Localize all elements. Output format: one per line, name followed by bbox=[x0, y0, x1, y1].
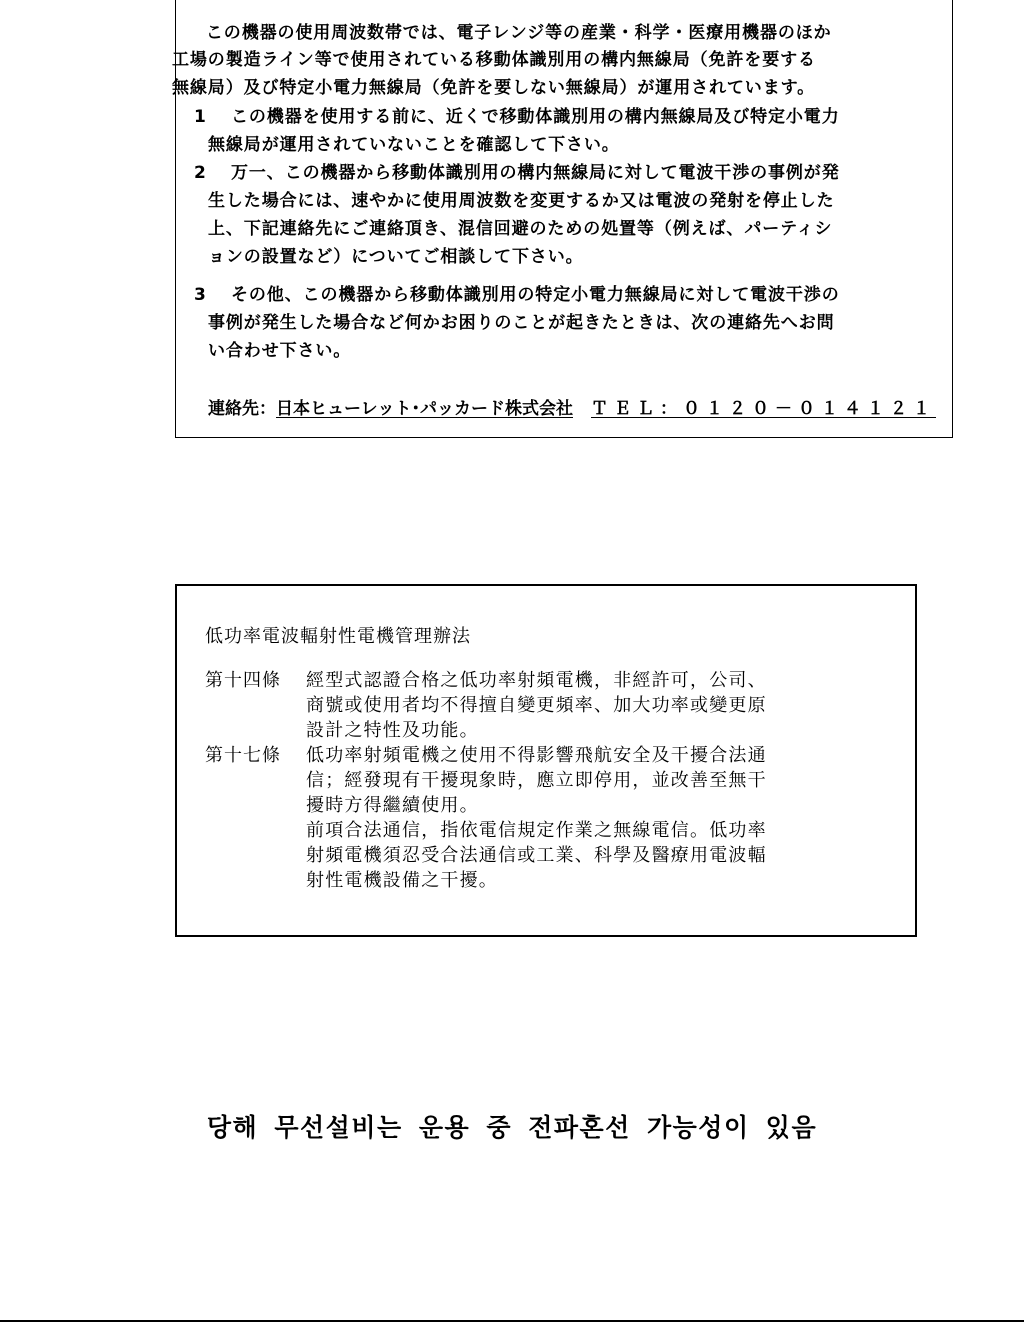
cn-article-17-label: 第十七條 bbox=[205, 745, 281, 766]
jp-item-3-line-3: い合わせ下さい。 bbox=[208, 341, 352, 361]
page-bottom-rule bbox=[0, 1320, 1024, 1322]
cn-article-17-line-3: 擾時方得繼續使用。 bbox=[306, 795, 479, 816]
jp-intro-line-3: 無線局）及び特定小電力無線局（免許を要しない無線局）が運用されています。 bbox=[172, 78, 816, 98]
cn-article-14-line-2: 商號或使用者均不得擅自變更頻率、加大功率或變更原 bbox=[306, 695, 767, 716]
jp-item-1-line-1: この機器を使用する前に、近くで移動体識別用の構内無線局及び特定小電力 bbox=[231, 107, 840, 127]
jp-item-3-line-1: その他、この機器から移動体識別用の特定小電力無線局に対して電波干渉の bbox=[231, 285, 840, 305]
jp-item-2-line-4: ョンの設置など）についてご相談して下さい。 bbox=[208, 247, 584, 267]
cn-article-17-line-1: 低功率射頻電機之使用不得影響飛航安全及干擾合法通 bbox=[306, 745, 767, 766]
jp-intro-line-2: 工場の製造ライン等で使用されている移動体識別用の構内無線局（免許を要する bbox=[172, 50, 816, 70]
jp-contact-tel: ＴＥＬ：０１２０－０１４１２１ bbox=[591, 399, 936, 419]
cn-article-17-line-5: 射頻電機須忍受合法通信或工業、科學及醫療用電波輻 bbox=[306, 845, 767, 866]
jp-contact-company: 日本ヒューレット･パッカード株式会社 bbox=[276, 399, 573, 419]
chinese-radio-notice-box bbox=[175, 584, 917, 937]
korean-radio-notice: 당해 무선설비는 운용 중 전파혼선 가능성이 있음 bbox=[206, 1113, 818, 1142]
cn-notice-title: 低功率電波輻射性電機管理辦法 bbox=[205, 626, 471, 647]
jp-item-1-number: 1 bbox=[194, 107, 206, 127]
jp-item-1-line-2: 無線局が運用されていないことを確認して下さい。 bbox=[208, 135, 620, 155]
jp-item-2-line-3: 上、下記連絡先にご連絡頂き、混信回避のための処置等（例えば、パーティシ bbox=[208, 219, 833, 239]
cn-article-14-label: 第十四條 bbox=[205, 670, 281, 691]
cn-article-17-line-4: 前項合法通信，指依電信規定作業之無線電信。低功率 bbox=[306, 820, 767, 841]
cn-article-14-line-1: 經型式認證合格之低功率射頻電機，非經許可，公司、 bbox=[306, 670, 767, 691]
jp-contact-label: 連絡先： bbox=[208, 399, 276, 419]
jp-item-2-line-1: 万一、この機器から移動体識別用の構内無線局に対して電波干渉の事例が発 bbox=[231, 163, 840, 183]
jp-item-3-number: 3 bbox=[194, 285, 206, 305]
cn-article-14-line-3: 設計之特性及功能。 bbox=[306, 720, 479, 741]
jp-contact-line bbox=[208, 397, 936, 421]
jp-intro-line-1: この機器の使用周波数帯では、電子レンジ等の産業・科学・医療用機器のほか bbox=[188, 23, 832, 43]
japanese-radio-notice-box bbox=[172, 0, 953, 438]
jp-item-2-number: 2 bbox=[194, 163, 206, 183]
cn-article-17-line-6: 射性電機設備之干擾。 bbox=[306, 870, 498, 891]
cn-article-17-line-2: 信；經發現有干擾現象時，應立即停用，並改善至無干 bbox=[306, 770, 767, 791]
jp-item-2-line-2: 生した場合には、速やかに使用周波数を変更するか又は電波の発射を停止した bbox=[208, 191, 835, 211]
jp-item-3-line-2: 事例が発生した場合など何かお困りのことが起きたときは、次の連絡先へお問 bbox=[208, 313, 835, 333]
